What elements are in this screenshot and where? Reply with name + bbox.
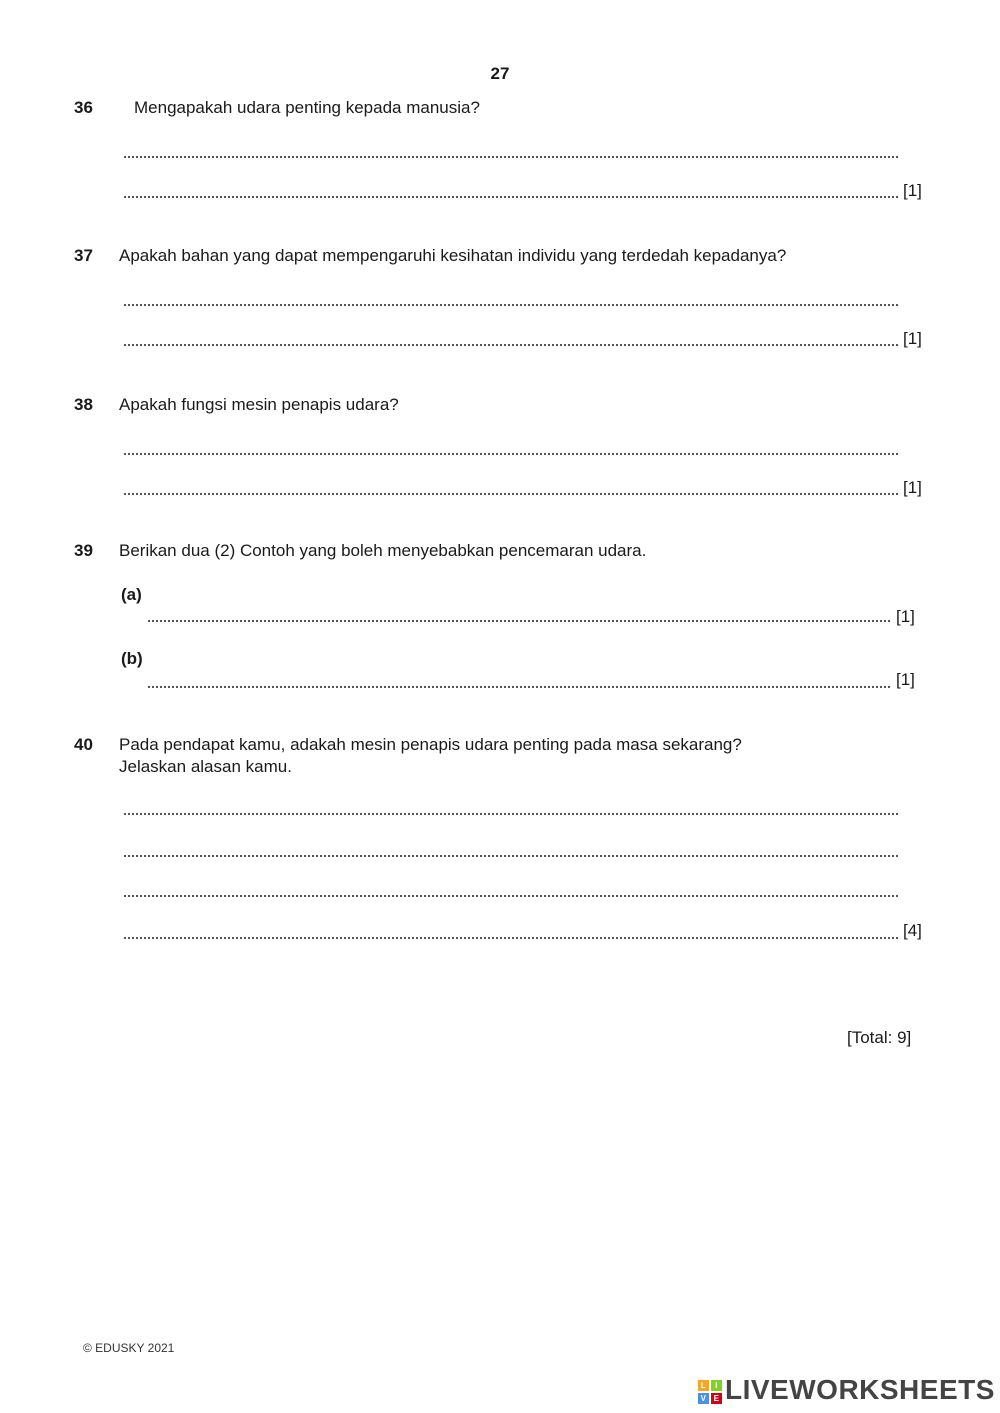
answer-line[interactable] <box>124 885 898 897</box>
logo-block: I <box>711 1380 722 1391</box>
answer-line[interactable] <box>124 294 898 306</box>
logo-blocks-icon <box>698 1380 722 1404</box>
logo-text: LIVEWORKSHEETS <box>725 1374 995 1405</box>
mark-label: [1] <box>896 670 915 689</box>
part-label-a: (a) <box>121 585 142 604</box>
mark-label: [4] <box>903 921 922 940</box>
part-label-b: (b) <box>121 649 143 668</box>
answer-line[interactable] <box>148 610 890 622</box>
question-text: Berikan dua (2) Contoh yang boleh menyebabkan pencemaran udara. <box>119 541 647 560</box>
copyright-footer: © EDUSKY 2021 <box>83 1341 175 1355</box>
mark-label: [1] <box>903 329 922 348</box>
question-text-line1: Pada pendapat kamu, adakah mesin penapis udara penting pada masa sekarang? <box>119 735 742 754</box>
answer-line[interactable] <box>124 803 898 815</box>
question-text: Mengapakah udara penting kepada manusia? <box>134 98 480 117</box>
answer-line[interactable] <box>124 334 898 346</box>
question-number: 38 <box>74 395 93 414</box>
mark-label: [1] <box>903 181 922 200</box>
logo-block: V <box>698 1393 709 1404</box>
total-marks: [Total: 9] <box>847 1028 912 1047</box>
question-text: Apakah bahan yang dapat mempengaruhi kesihatan individu yang terdedah kepadanya? <box>119 246 787 265</box>
answer-line[interactable] <box>124 443 898 455</box>
answer-line[interactable] <box>124 927 898 939</box>
question-number: 40 <box>74 735 93 754</box>
logo-block: L <box>698 1380 709 1391</box>
answer-line[interactable] <box>124 186 898 198</box>
mark-label: [1] <box>896 607 915 626</box>
question-number: 37 <box>74 246 93 265</box>
liveworksheets-logo <box>698 1374 995 1406</box>
answer-line[interactable] <box>124 845 898 857</box>
mark-label: [1] <box>903 478 922 497</box>
question-text: Apakah fungsi mesin penapis udara? <box>119 395 399 414</box>
logo-block: E <box>711 1393 722 1404</box>
question-number: 36 <box>74 98 93 117</box>
page-number: 27 <box>490 64 510 83</box>
answer-line[interactable] <box>124 483 898 495</box>
answer-line[interactable] <box>148 676 890 688</box>
question-number: 39 <box>74 541 93 560</box>
question-text-line2: Jelaskan alasan kamu. <box>119 757 292 776</box>
answer-line[interactable] <box>124 146 898 158</box>
